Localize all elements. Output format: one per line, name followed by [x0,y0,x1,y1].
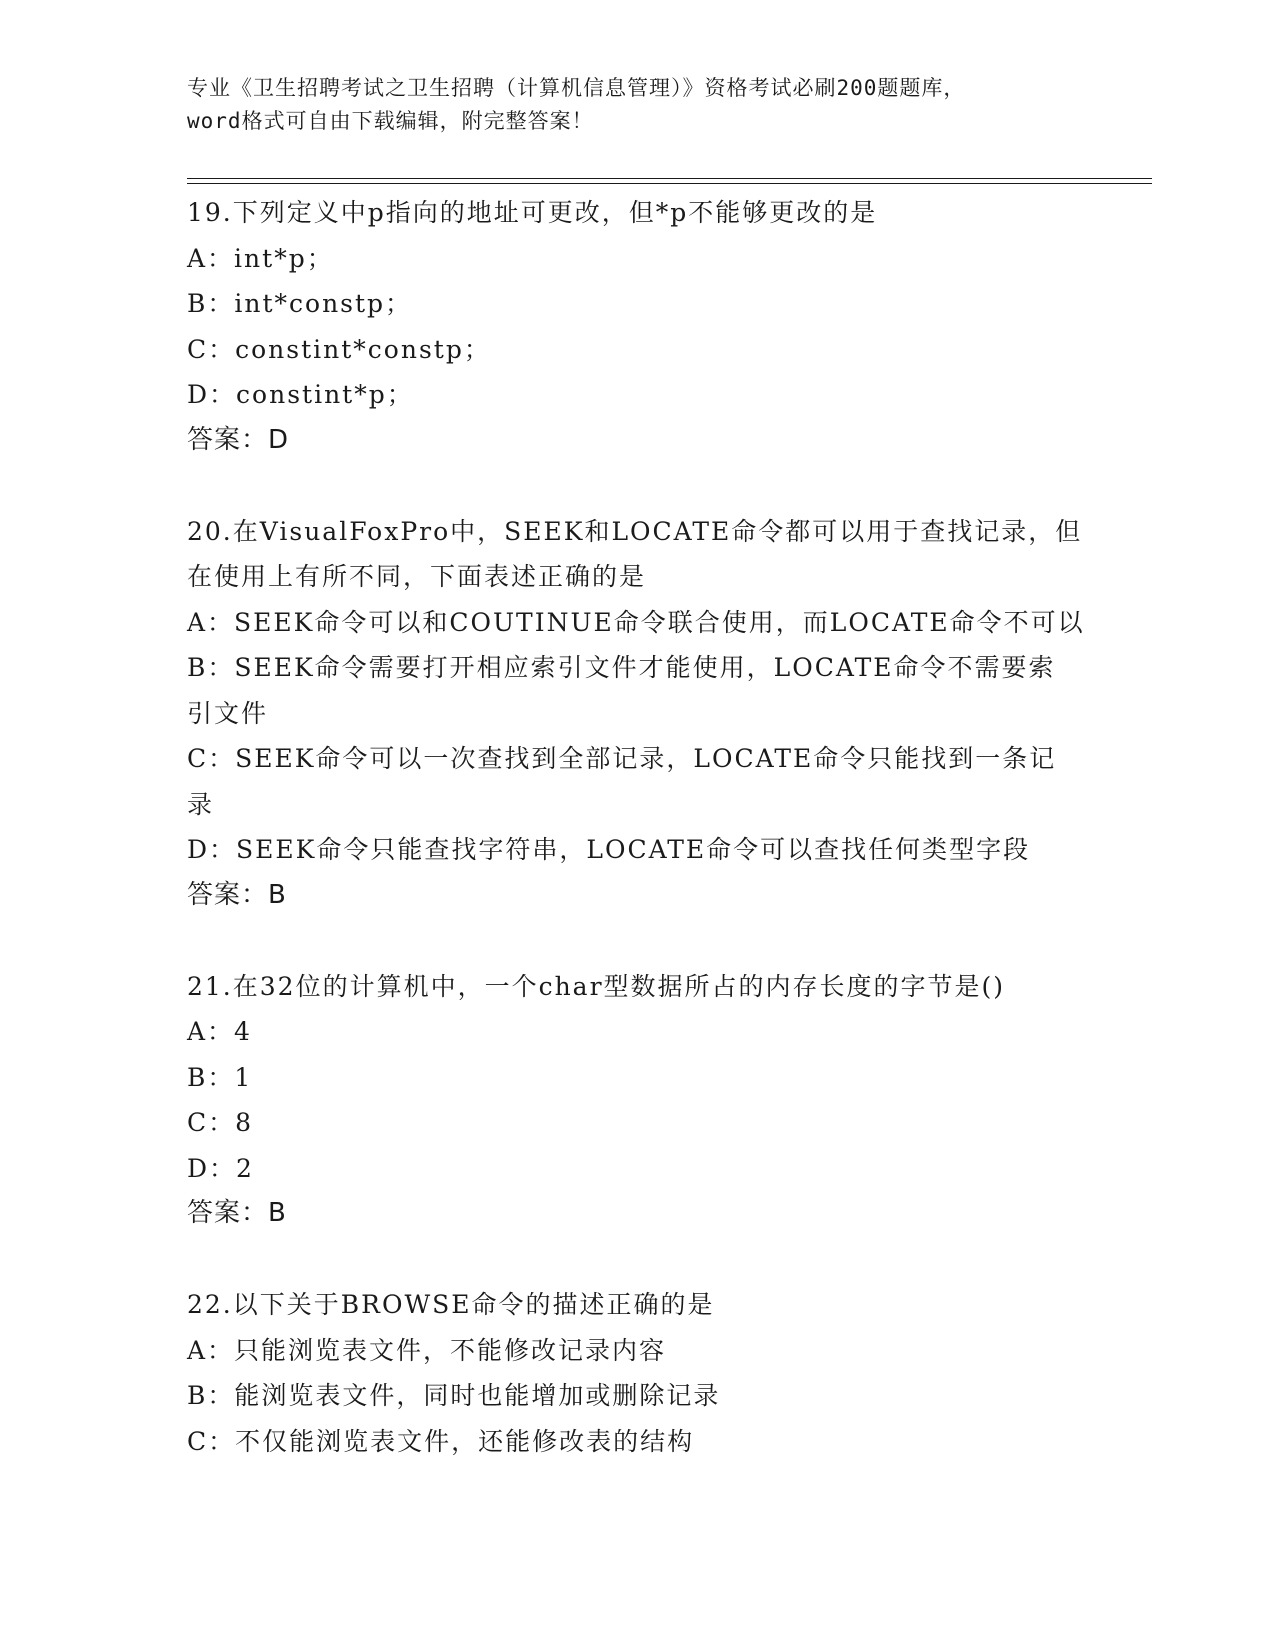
question-stem: 22.以下关于BROWSE命令的描述正确的是 [187,1290,715,1319]
question-list [187,190,1087,1510]
answer-option: B：能浏览表文件，同时也能增加或删除记录 [187,1381,721,1410]
answer-option: D：constint*p； [187,380,414,409]
answer-option: C：8 [187,1108,254,1137]
question-stem: 在使用上有所不同，下面表述正确的是 [187,562,647,591]
question-stem: 20.在VisualFoxPro中，SEEK和LOCATE命令都可以用于查找记录，但 [187,516,1083,546]
header-line-1: 专业《卫生招聘考试之卫生招聘（计算机信息管理）》资格考试必刷200题题库， [187,76,966,100]
answer-key: 答案：B [187,879,287,910]
answer-key: 答案：D [187,424,290,455]
header-line-2: word格式可自由下载编辑，附完整答案！ [187,109,594,133]
header-divider-bottom [187,183,1152,184]
answer-option: A：只能浏览表文件，不能修改记录内容 [187,1335,667,1365]
answer-option: B：int*constp； [187,289,413,318]
answer-option: C：constint*constp； [187,334,491,364]
header-divider-top [187,178,1152,179]
answer-option: A：4 [187,1017,252,1046]
answer-option: D：SEEK命令只能查找字符串，LOCATE命令可以查找任何类型字段 [187,835,1031,864]
answer-key: 答案：B [187,1198,287,1228]
answer-option: 录 [187,789,215,819]
question-block [187,1282,1087,1464]
question-stem: 21.在32位的计算机中，一个char型数据所占的内存长度的字节是() [187,971,1006,1001]
answer-option: A：int*p； [187,243,334,273]
question-stem: 19.下列定义中p指向的地址可更改，但*p不能够更改的是 [187,198,878,227]
answer-option: B：SEEK命令需要打开相应索引文件才能使用，LOCATE命令不需要索 [187,653,1056,682]
question-block [187,964,1087,1237]
answer-option: C：SEEK命令可以一次查找到全部记录，LOCATE命令只能找到一条记 [187,744,1057,773]
document-header [187,72,1087,138]
answer-option: B：1 [187,1062,253,1092]
answer-option: A：SEEK命令可以和COUTINUE命令联合使用，而LOCATE命令不可以 [187,607,1085,637]
answer-option: D：2 [187,1153,254,1183]
question-block [187,509,1087,919]
question-block [187,190,1087,463]
answer-option: C：不仅能浏览表文件，还能修改表的结构 [187,1426,695,1456]
answer-option: 引文件 [187,698,269,728]
